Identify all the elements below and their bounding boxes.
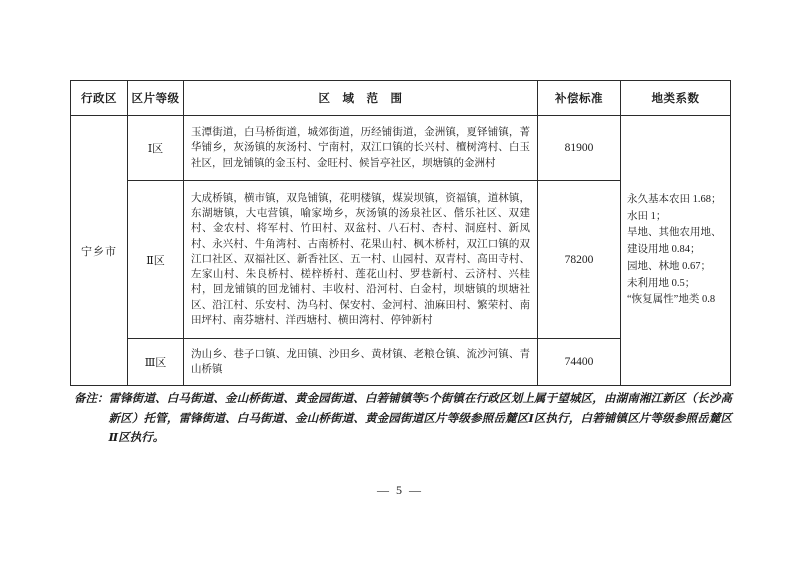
header-compensation-standard: 补偿标准 (538, 81, 621, 116)
land-coefficient-line: 园地、林地 0.67； (627, 260, 711, 272)
region-scope-cell-3: 沩山乡、巷子口镇、龙田镇、沙田乡、黄材镇、老粮仓镇、流沙河镇、青山桥镇 (184, 339, 538, 386)
page-number: — 5 — (377, 483, 423, 497)
compensation-standard-cell-3: 74400 (538, 339, 621, 386)
admin-region-cell: 宁乡市 (71, 116, 128, 386)
compensation-standards-table (70, 80, 731, 386)
header-zone-level: 区片等级 (128, 81, 184, 116)
table-header-row (71, 81, 731, 116)
zone-level-cell-1: Ⅰ区 (128, 116, 184, 181)
land-coefficient-cell (621, 116, 731, 386)
footnote-label: 备注： (74, 393, 109, 405)
region-scope-cell-1: 玉潭街道，白马桥街道，城郊街道，历经铺街道，金洲镇，夏铎铺镇，菁华铺乡，灰汤镇的灰汤村、宁南村，双江口镇的长兴村、檀树湾村、白玉社区，回龙铺镇的金玉村、金旺村、候旨亭社区，坝塘镇的金洲村 (184, 116, 538, 181)
header-region-scope: 区 域 范 围 (184, 81, 538, 116)
zone-level-cell-3: Ⅲ区 (128, 339, 184, 386)
land-coefficient-line: 永久基本农田 1.68； (627, 193, 722, 205)
compensation-standard-cell-1: 81900 (538, 116, 621, 181)
header-admin-region: 行政区 (71, 81, 128, 116)
region-scope-cell-2: 大成桥镇，横市镇，双凫铺镇，花明楼镇，煤炭坝镇，资福镇，道林镇，东湖塘镇，大屯营镇，喻家坳乡，灰汤镇的汤泉社区、偕乐社区、双建村、金农村、将军村、竹田村、双盆村、八石村、杏村、洞庭村、新凤村、永兴村、牛角湾村、古南桥村、花果山村、枫木桥村，双江口镇的双江口社区、双福社区、新香社区、五一村、山园村、双青村、高田寺村、左家山村、朱良桥村、槎梓桥村、莲花山村、罗巷新村、云济村、兴桂村，回龙铺镇的回龙铺村、丰收村、沿河村、白金村，坝塘镇的坝塘社区、沿江村、乐安村、沩乌村、保安村、金河村、油麻田村、繁荣村、南田坪村、南芬塘村、洋西塘村、横田湾村、停钟新村 (184, 181, 538, 339)
header-land-coefficient: 地类系数 (621, 81, 731, 116)
land-coefficient-line: 未利用地 0.5； (627, 277, 696, 289)
table-row-zone-1 (71, 116, 731, 181)
land-coefficient-line: 旱地、其他农用地、建设用地 0.84； (627, 227, 722, 256)
land-coefficient-line: 水田 1； (627, 210, 667, 222)
footnote-text: 雷锋街道、白马街道、金山桥街道、黄金园街道、白箬铺镇等5个街镇在行政区划上属于望城区，由湖南湘江新区（长沙高新区）托管，雷锋街道、白马街道、金山桥街道、黄金园街道区片等级参照岳麓区Ⅰ区执行，白箬铺镇区片等级参照岳麓区Ⅱ区执行。 (108, 393, 732, 444)
land-coefficient-line: “恢复属性”地类 0.8 (627, 294, 716, 306)
zone-level-cell-2: Ⅱ区 (128, 181, 184, 339)
compensation-standard-cell-2: 78200 (538, 181, 621, 339)
footnote (74, 390, 732, 449)
